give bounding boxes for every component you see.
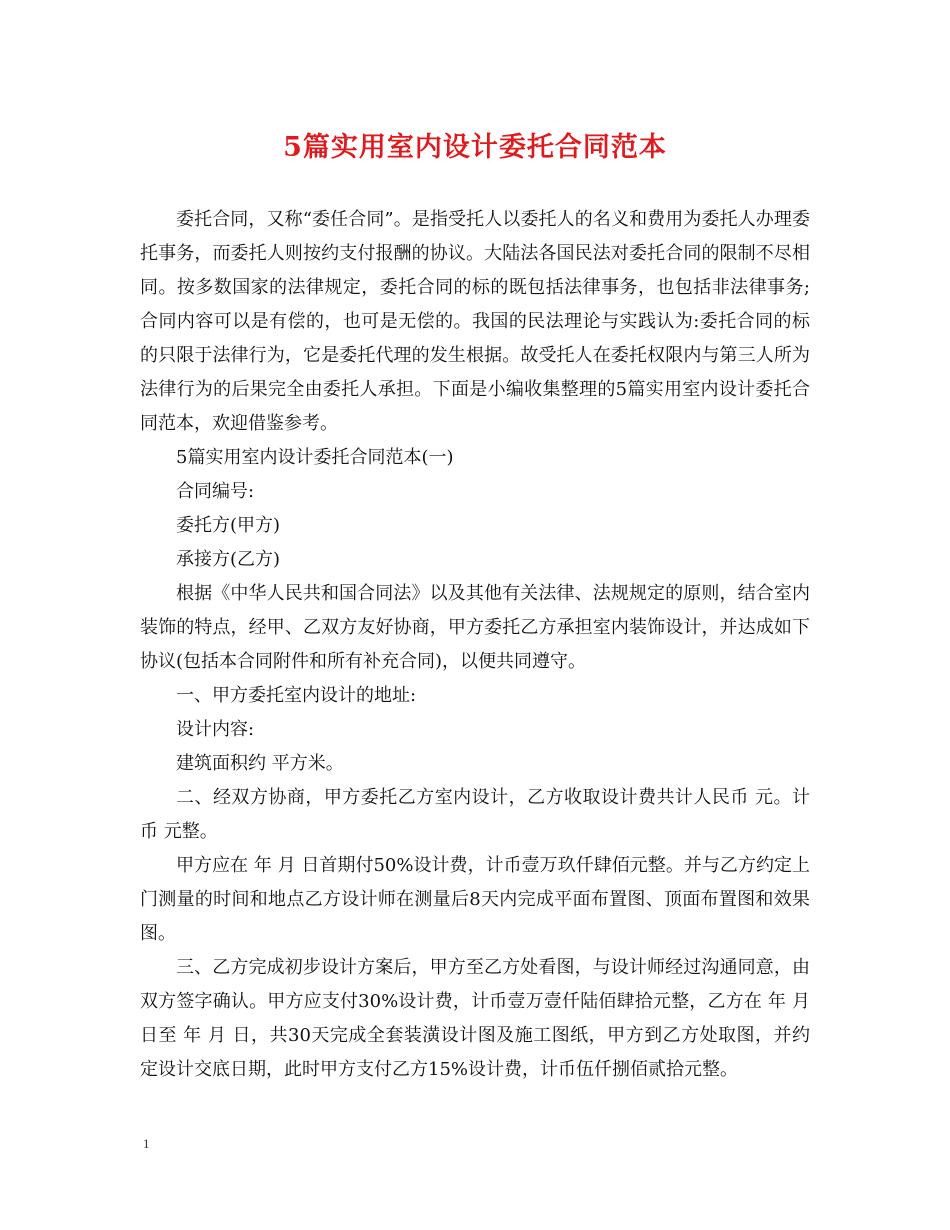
paragraph-party-a: 委托方(甲方) [176,515,281,536]
document-title: 5篇实用室内设计委托合同范本 [283,132,667,163]
document-body [140,203,810,1087]
paragraph-clause-2: 二、经双方协商，甲方委托乙方室内设计，乙方收取设计费共计人民币 元。计币 元整。 [140,787,810,842]
paragraph-contract-number: 合同编号: [176,481,255,502]
paragraph-intro: 委托合同，又称“委任合同”。是指受托人以委托人的名义和费用为委托人办理委托事务，而委托人则按约支付报酬的协议。大陆法各国民法对委托合同的限制不尽相同。按多数国家的法律规定，委托合同的标的既包括法律事务，也包括非法律事务;合同内容可以是有偿的，也可是无偿的。我国的民法理论与实践认为:委托合同的标的只限于法律行为，它是委托代理的发生根据。故受托人在委托权限内与第三人所为法律行为的后果完全由委托人承担。下面是小编收集整理的5篇实用室内设计委托合同范本，欢迎借鉴参考。 [140,209,810,434]
paragraph-clause-3: 三、乙方完成初步设计方案后，甲方至乙方处看图，与设计师经过沟通同意，由双方签字确认。甲方应支付30%设计费，计币壹万壹仟陆佰肆拾元整，乙方在 年 月 日至 年 月 日，共30天完成全套装潢设计图及施工图纸，甲方到乙方处取图，并约定设计交底日期，此时甲方支付乙方15%设计费，计币伍仟捌佰贰拾元整。 [140,957,810,1080]
paragraph-design-content: 设计内容: [176,719,255,740]
paragraph-area: 建筑面积约 平方米。 [176,753,344,774]
page-number: 1 [143,1136,150,1151]
paragraph-party-b: 承接方(乙方) [176,549,281,570]
paragraph-basis: 根据《中华人民共和国合同法》以及其他有关法律、法规规定的原则，结合室内装饰的特点，经甲、乙双方友好协商，甲方委托乙方承担室内装饰设计，并达成如下协议(包括本合同附件和所有补充合同)，以便共同遵守。 [140,583,810,672]
paragraph-contract-heading: 5篇实用室内设计委托合同范本(一) [176,447,454,468]
paragraph-first-payment: 甲方应在 年 月 日首期付50%设计费，计币壹万玖仟肆佰元整。并与乙方约定上门测量的时间和地点乙方设计师在测量后8天内完成平面布置图、顶面布置图和效果图。 [140,855,810,944]
paragraph-clause-1: 一、甲方委托室内设计的地址: [176,685,417,706]
